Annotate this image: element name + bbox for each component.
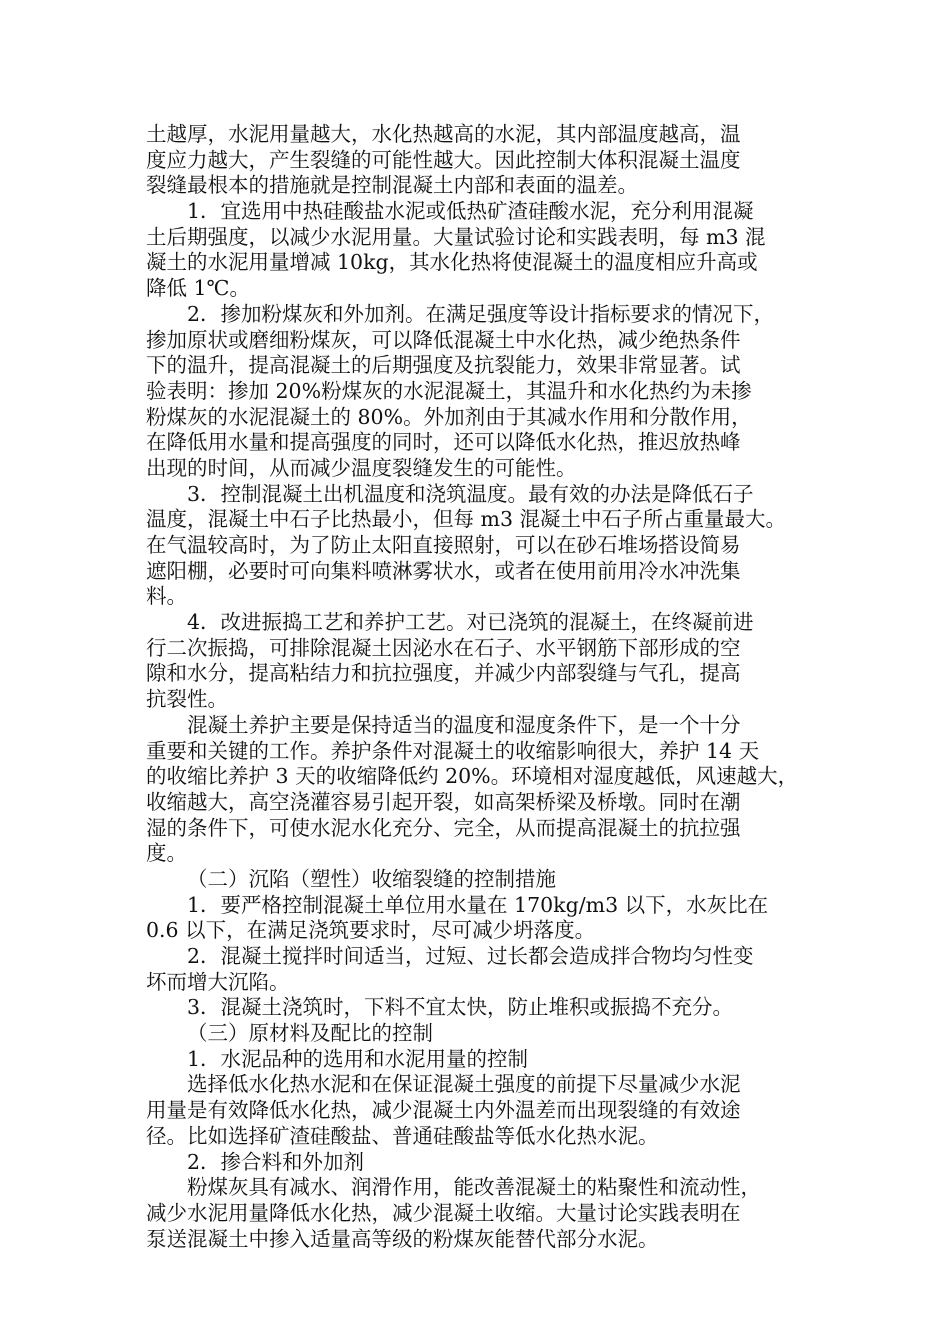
text-line: 2．混凝土搅拌时间适当，过短、过长都会造成拌合物均匀性变 <box>187 944 754 968</box>
text-line: 用量是有效降低水化热，减少混凝土内外温差而出现裂缝的有效途 <box>146 1098 741 1123</box>
text-line: 1．要严格控制混凝土单位用水量在 170kg/m3 以下，水灰比在 <box>187 892 769 917</box>
text-line: 隙和水分，提高粘结力和抗拉强度，并减少内部裂缝与气孔，提高 <box>146 661 741 686</box>
text-line: 径。比如选择矿渣硅酸盐、普通硅酸盐等低水化热水泥。 <box>146 1123 659 1148</box>
text-line: 在降低用水量和提高强度的同时，还可以降低水化热，推迟放热峰 <box>146 430 741 455</box>
text-line: 遮阳棚，必要时可向集料喷淋雾状水，或者在使用前用冷水冲洗集 <box>146 558 741 583</box>
text-line: 粉煤灰具有减水、润滑作用，能改善混凝土的粘聚性和流动性， <box>187 1175 761 1200</box>
text-line: 度。 <box>146 841 187 866</box>
text-line: 3．混凝土浇筑时，下料不宜太快，防止堆积或振捣不充分。 <box>187 995 734 1020</box>
text-line: 收缩越大，高空浇灌容易引起开裂，如高架桥梁及桥墩。同时在潮 <box>146 789 741 814</box>
text-line: 掺加原状或磨细粉煤灰，可以降低混凝土中水化热，减少绝热条件 <box>146 327 741 352</box>
text-line: 2．掺合料和外加剂 <box>187 1149 365 1174</box>
text-line: 3．控制混凝土出机温度和浇筑温度。最有效的办法是降低石子 <box>187 481 754 506</box>
text-line: 裂缝最根本的措施就是控制混凝土内部和表面的温差。 <box>146 173 638 198</box>
text-line: 混凝土养护主要是保持适当的温度和湿度条件下，是一个十分 <box>187 712 741 737</box>
text-line: 在气温较高时，为了防止太阳直接照射，可以在砂石堆场搭设简易 <box>146 533 741 557</box>
document-body <box>146 122 822 1252</box>
text-line: 出现的时间，从而减少温度裂缝发生的可能性。 <box>146 455 577 480</box>
text-line: 温度，混凝土中石子比热最小，但每 m3 混凝土中石子所占重量最大。 <box>146 507 787 532</box>
text-line: 泵送混凝土中掺入适量高等级的粉煤灰能替代部分水泥。 <box>146 1226 659 1251</box>
text-line: 的收缩比养护 3 天的收缩降低约 20%。环境相对湿度越低，风速越大， <box>146 764 799 789</box>
text-line: 1．水泥品种的选用和水泥用量的控制 <box>187 1046 529 1071</box>
text-line: 4．改进振捣工艺和养护工艺。对已浇筑的混凝土，在终凝前进 <box>187 610 754 635</box>
text-line: （二）沉陷（塑性）收缩裂缝的控制措施 <box>187 866 556 891</box>
text-line: 湿的条件下，可使水泥水化充分、完全，从而提高混凝土的抗拉强 <box>146 815 741 840</box>
text-line: 土越厚，水泥用量越大，水化热越高的水泥，其内部温度越高，温 <box>146 122 741 146</box>
text-line: 重要和关键的工作。养护条件对混凝土的收缩影响很大，养护 14 天 <box>146 738 760 763</box>
text-line: 2．掺加粉煤灰和外加剂。在满足强度等设计指标要求的情况下， <box>187 301 775 326</box>
text-line: 料。 <box>146 584 187 609</box>
text-line: 坏而增大沉陷。 <box>146 969 290 994</box>
text-line: 降低 1℃。 <box>146 276 250 301</box>
text-line: 下的温升，提高混凝土的后期强度及抗裂能力，效果非常显著。试 <box>146 353 741 378</box>
text-line: （三）原材料及配比的控制 <box>187 1021 433 1046</box>
text-line: 1．宜选用中热硅酸盐水泥或低热矿渣硅酸水泥，充分利用混凝 <box>187 199 754 224</box>
text-line: 抗裂性。 <box>146 687 228 712</box>
text-line: 0.6 以下，在满足浇筑要求时，尽可减少坍落度。 <box>146 918 596 943</box>
text-line: 粉煤灰的水泥混凝土的 80%。外加剂由于其减水作用和分散作用， <box>146 404 752 429</box>
text-line: 选择低水化热水泥和在保证混凝土强度的前提下尽量减少水泥 <box>187 1072 741 1097</box>
text-line: 凝土的水泥用量增减 10kg，其水化热将使混凝土的温度相应升高或 <box>146 250 758 275</box>
text-line: 行二次振捣，可排除混凝土因泌水在石子、水平钢筋下部形成的空 <box>146 635 741 660</box>
text-line: 减少水泥用量降低水化热，减少混凝土收缩。大量讨论实践表明在 <box>146 1200 741 1225</box>
text-line: 土后期强度，以减少水泥用量。大量试验讨论和实践表明，每 m3 混 <box>146 224 766 249</box>
text-line: 验表明：掺加 20%粉煤灰的水泥混凝土，其温升和水化热约为未掺 <box>146 378 752 403</box>
text-line: 度应力越大，产生裂缝的可能性越大。因此控制大体积混凝土温度 <box>146 147 741 172</box>
